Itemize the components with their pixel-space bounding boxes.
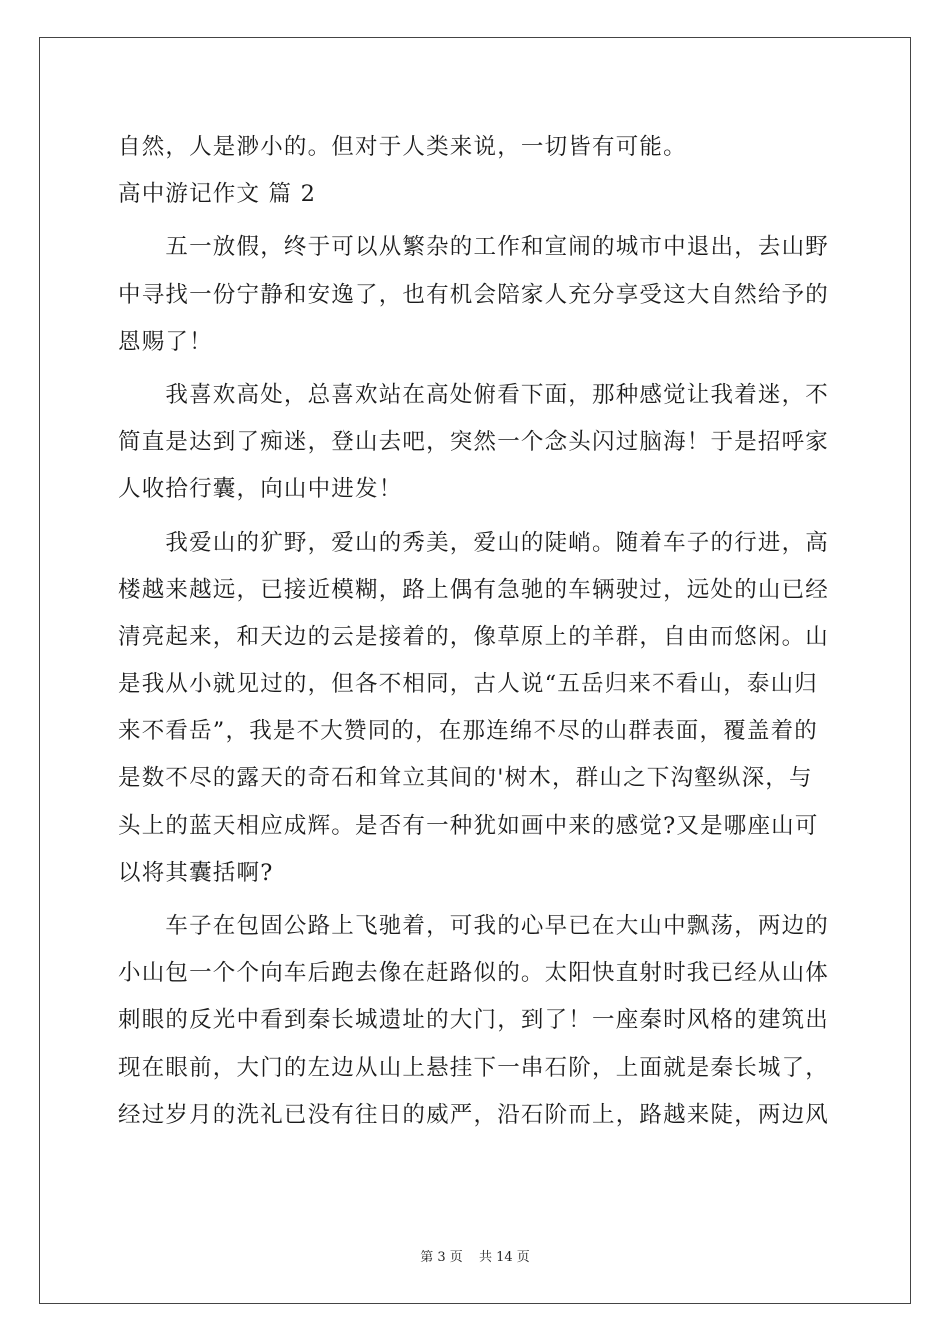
section-heading: 高中游记作文 篇 2: [118, 181, 317, 208]
text-line: 简直是达到了痴迷，登山去吧，突然一个念头闪过脑海！于是招呼家: [118, 429, 830, 456]
text-line: 是我从小就见过的，但各不相同，古人说“五岳归来不看山，泰山归: [118, 671, 819, 698]
text-line: 自然，人是渺小的。但对于人类来说，一切皆有可能。: [118, 134, 687, 160]
text-line: 五一放假，终于可以从繁杂的工作和宣闹的城市中退出，去山野: [118, 234, 830, 261]
text-line: 楼越来越远，已接近模糊，路上偶有急驰的车辆驶过，远处的山已经: [118, 576, 830, 603]
text-line: 人收拾行囊，向山中进发！: [118, 476, 403, 503]
text-line: 清亮起来，和天边的云是接着的，像草原上的羊群，自由而悠闲。山: [118, 623, 830, 650]
page-total: 共 14 页: [478, 1250, 530, 1265]
text-line: 恩赐了！: [118, 328, 213, 355]
text-line: 来不看岳”，我是不大赞同的，在那连绵不尽的山群表面，覆盖着的: [118, 718, 819, 745]
text-line: 是数不尽的露天的奇石和耸立其间的'树木，群山之下沟壑纵深，与: [118, 765, 813, 792]
document-body: [118, 124, 836, 1139]
text-line: 以将其囊括啊?: [118, 859, 274, 886]
page-footer: [0, 1246, 950, 1265]
text-line: 刺眼的反光中看到秦长城遗址的大门，到了！一座秦时风格的建筑出: [118, 1007, 830, 1034]
text-line: 中寻找一份宁静和安逸了，也有机会陪家人充分享受这大自然给予的: [118, 281, 830, 308]
text-line: 车子在包固公路上飞驰着，可我的心早已在大山中飘荡，两边的: [118, 913, 830, 939]
text-line: 我喜欢高处，总喜欢站在高处俯看下面，那种感觉让我着迷，不: [118, 381, 830, 408]
page-number: 第 3 页: [420, 1250, 463, 1265]
text-line: 头上的蓝天相应成辉。是否有一种犹如画中来的感觉?又是哪座山可: [118, 812, 819, 839]
text-line: 经过岁月的洗礼已没有往日的威严，沿石阶而上，路越来陡，两边风: [118, 1101, 830, 1128]
text-line: 现在眼前，大门的左边从山上悬挂下一串石阶，上面就是秦长城了，: [118, 1054, 830, 1081]
text-line: 我爱山的犷野，爱山的秀美，爱山的陡峭。随着车子的行进，高: [118, 529, 830, 556]
text-line: 小山包一个个向车后跑去像在赶路似的。太阳快直射时我已经从山体: [118, 960, 830, 987]
